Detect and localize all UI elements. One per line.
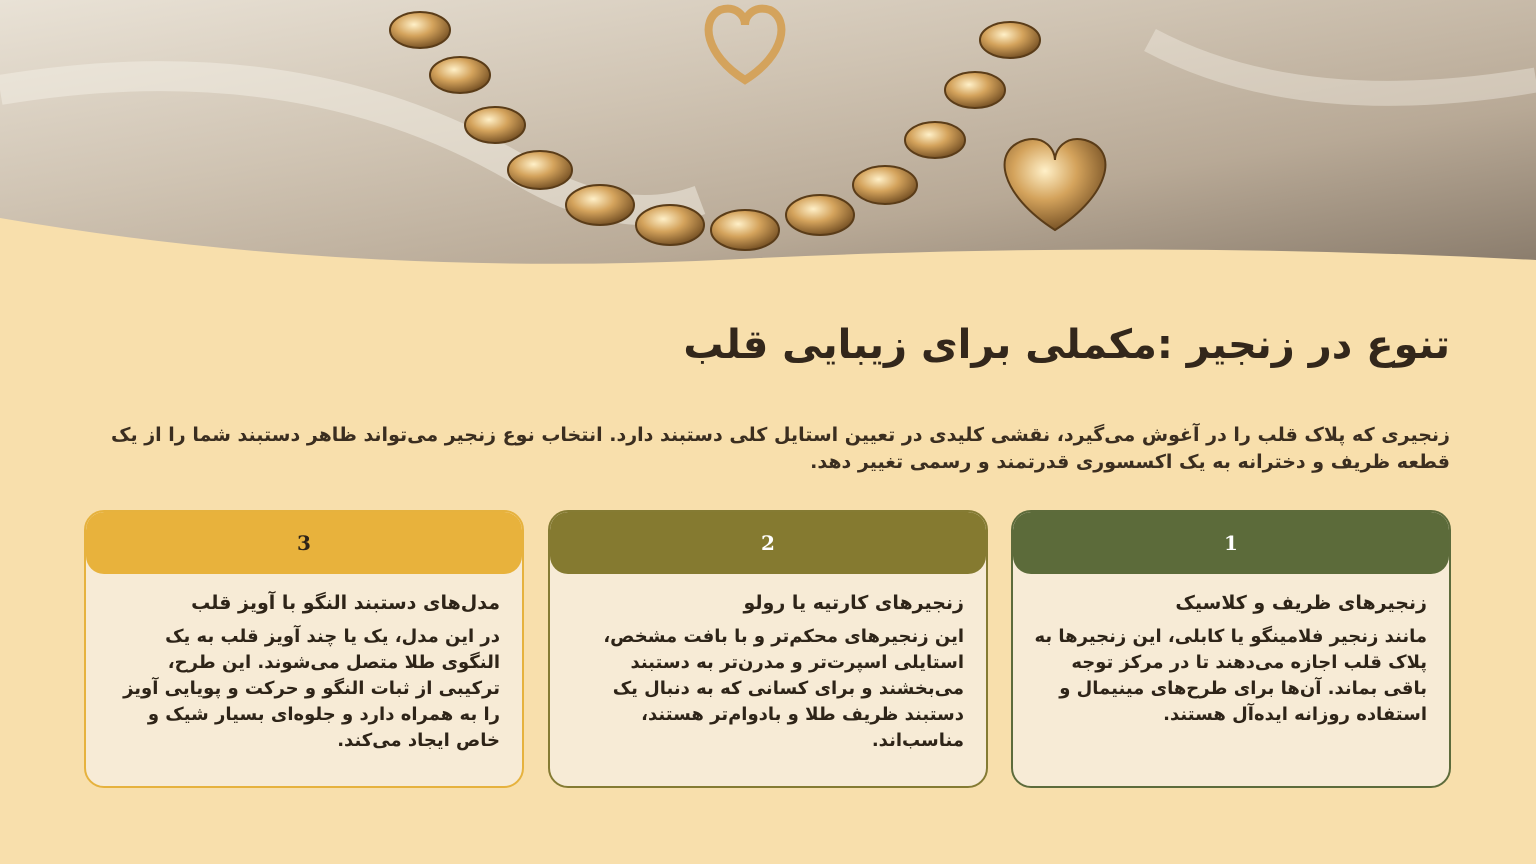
card-heading: زنجیرهای ظریف و کلاسیک bbox=[1175, 592, 1427, 614]
card-number-badge: 3 bbox=[86, 512, 522, 574]
card-1 bbox=[1011, 510, 1451, 788]
card-text: این زنجیرهای محکم‌تر و با بافت مشخص، استایلی اسپرت‌تر و مدرن‌تر به دستبند می‌بخشند و برای کسانی که به دنبال یک دستبند ظریف طلا و بادوام‌تر هستند، مناسب‌اند. bbox=[603, 626, 964, 751]
card-3 bbox=[84, 510, 524, 788]
card-text: در این مدل، یک یا چند آویز قلب به یک النگوی طلا متصل می‌شوند. این طرح، ترکیبی از ثبات النگو و حرکت و پویایی آویز را به همراه دارد و جلوه‌ای بسیار شیک و خاص ایجاد می‌کند. bbox=[123, 626, 500, 751]
card-number-badge: 1 bbox=[1013, 512, 1449, 574]
intro-paragraph: زنجیری که پلاک قلب را در آغوش می‌گیرد، نقشی کلیدی در تعیین استایل کلی دستبند دارد. انتخاب نوع زنجیر می‌تواند ظاهر دستبند شما را از یک قطعه ظریف و دخترانه به یک اکسسوری قدرتمند و رسمی تغییر دهد. bbox=[111, 424, 1450, 473]
slide-title: تنوع در زنجیر :مکملی برای زیبایی قلب bbox=[683, 322, 1450, 368]
card-heading: مدل‌های دستبند النگو با آویز قلب bbox=[191, 592, 500, 614]
card-text: مانند زنجیر فلامینگو یا کابلی، این زنجیرها به پلاک قلب اجازه می‌دهند تا در مرکز توجه باقی بماند. آن‌ها برای طرح‌های مینیمال و استفاده روزانه ایده‌آل هستند. bbox=[1034, 626, 1427, 725]
card-number-badge: 2 bbox=[550, 512, 986, 574]
card-2 bbox=[548, 510, 988, 788]
card-heading: زنجیرهای کارتیه یا رولو bbox=[743, 592, 964, 614]
hero-image-gold-heart-bracelet bbox=[0, 0, 1536, 270]
